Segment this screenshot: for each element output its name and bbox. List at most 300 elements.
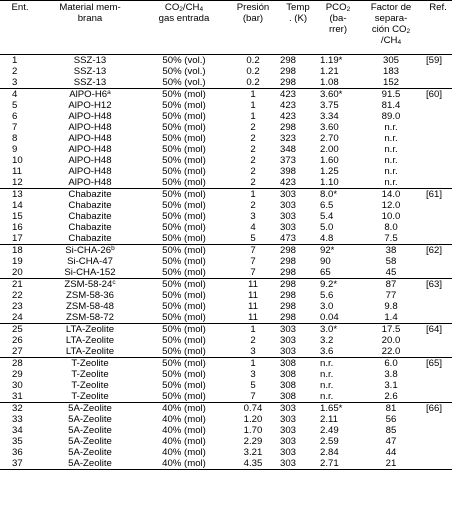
cell-ent-text: 29	[12, 369, 23, 380]
cell-gas-ratio	[140, 391, 228, 403]
cell-temp-text: 423	[280, 177, 297, 188]
cell-ref	[424, 312, 452, 324]
cell-gas-ratio	[140, 301, 228, 312]
cell-temp	[278, 346, 318, 358]
cell-material-text: Chabazite	[68, 211, 112, 222]
cell-presion-text: 2	[250, 166, 256, 177]
cell-ent-text: 15	[12, 211, 23, 222]
cell-gas-ratio	[140, 414, 228, 425]
cell-gas-ratio	[140, 177, 228, 189]
cell-material	[40, 200, 140, 211]
cell-factor-text: 89.0	[381, 111, 401, 122]
cell-ref-text: [60]	[426, 89, 443, 100]
cell-pco2-text: n.r.	[320, 358, 334, 369]
cell-pco2-text: 5.4	[320, 211, 334, 222]
table-row	[0, 211, 452, 222]
cell-presion	[228, 189, 278, 201]
cell-gas-ratio	[140, 222, 228, 233]
cell-presion	[228, 335, 278, 346]
cell-temp-text: 308	[280, 369, 297, 380]
cell-gas-ratio	[140, 155, 228, 166]
cell-temp	[278, 391, 318, 403]
cell-gas-ratio-text: 50% (mol)	[162, 380, 206, 391]
cell-material	[40, 133, 140, 144]
cell-ent	[0, 222, 40, 233]
cell-ent-text: 6	[12, 111, 18, 122]
cell-factor	[358, 166, 424, 177]
cell-temp-text: 303	[280, 222, 297, 233]
cell-material-text: AlPO-H6	[69, 89, 108, 100]
cell-gas-ratio-text: 50% (mol)	[162, 89, 206, 100]
cell-ent	[0, 66, 40, 77]
cell-temp	[278, 200, 318, 211]
cell-presion-text: 2	[250, 200, 256, 211]
cell-material	[40, 369, 140, 380]
cell-ref	[424, 414, 452, 425]
cell-gas-ratio-text: 50% (mol)	[162, 100, 206, 111]
table-row	[0, 77, 452, 89]
cell-pco2-text: 4.8	[320, 233, 334, 244]
cell-pco2	[318, 358, 358, 370]
cell-presion	[228, 425, 278, 436]
cell-ref	[424, 447, 452, 458]
table-row	[0, 358, 452, 370]
cell-material-text: ZSM-58-24	[64, 279, 113, 290]
cell-ref-text: [62]	[426, 245, 443, 256]
table-row	[0, 346, 452, 358]
cell-material-text: AlPO-H48	[68, 133, 112, 144]
cell-gas-ratio	[140, 335, 228, 346]
cell-pco2-text: 3.6	[320, 346, 334, 357]
cell-factor-text: 56	[385, 414, 397, 425]
cell-material-text: ZSM-58-36	[66, 290, 114, 301]
cell-material	[40, 403, 140, 415]
cell-ent	[0, 458, 40, 470]
cell-factor-text: 20.0	[381, 335, 401, 346]
cell-ent-text: 24	[12, 312, 23, 323]
cell-factor-text: n.r.	[384, 144, 398, 155]
cell-ent	[0, 403, 40, 415]
cell-ref	[424, 200, 452, 211]
cell-ent-text: 27	[12, 346, 23, 357]
cell-material-text: Si-CHA-47	[67, 256, 113, 267]
cell-gas-ratio	[140, 380, 228, 391]
cell-gas-ratio	[140, 425, 228, 436]
cell-pco2	[318, 111, 358, 122]
cell-presion-text: 3	[250, 369, 256, 380]
table-row	[0, 414, 452, 425]
cell-pco2	[318, 200, 358, 211]
cell-gas-ratio-text: 50% (mol)	[162, 335, 206, 346]
cell-ent-text: 9	[12, 144, 18, 155]
cell-presion	[228, 324, 278, 336]
cell-temp	[278, 425, 318, 436]
cell-gas-ratio-text: 50% (mol)	[162, 301, 206, 312]
cell-gas-ratio	[140, 200, 228, 211]
cell-factor	[358, 100, 424, 111]
cell-temp-text: 473	[280, 233, 297, 244]
table-row	[0, 301, 452, 312]
cell-presion-text: 1	[250, 89, 256, 100]
cell-temp-text: 423	[280, 89, 297, 100]
cell-factor-text: 305	[382, 55, 399, 66]
cell-factor	[358, 233, 424, 245]
cell-pco2-text: 2.00	[320, 144, 339, 155]
cell-ref	[424, 77, 452, 89]
table-row	[0, 290, 452, 301]
cell-gas-ratio-text: 50% (mol)	[162, 256, 206, 267]
cell-ent-text: 3	[12, 77, 18, 88]
cell-material	[40, 458, 140, 470]
cell-material-text: AlPO-H12	[68, 100, 112, 111]
cell-temp-text: 303	[280, 346, 297, 357]
cell-factor	[358, 111, 424, 122]
cell-presion	[228, 211, 278, 222]
cell-temp-text: 303	[280, 189, 297, 200]
cell-gas-ratio-text: 50% (mol)	[162, 111, 206, 122]
cell-presion	[228, 312, 278, 324]
cell-factor-text: 6.0	[384, 358, 398, 369]
cell-ref	[424, 233, 452, 245]
cell-pco2	[318, 324, 358, 336]
cell-temp-text: 303	[280, 458, 297, 469]
cell-gas-ratio-text: 50% (mol)	[162, 166, 206, 177]
cell-temp-text: 298	[280, 245, 297, 256]
cell-material	[40, 267, 140, 279]
cell-ref	[424, 425, 452, 436]
cell-presion-text: 4	[250, 222, 256, 233]
cell-pco2-text: 5.0	[320, 222, 334, 233]
cell-presion	[228, 403, 278, 415]
table-row	[0, 324, 452, 336]
cell-material-text: 5A-Zeolite	[68, 458, 112, 469]
cell-temp-text: 303	[280, 447, 297, 458]
cell-factor	[358, 335, 424, 346]
cell-temp	[278, 233, 318, 245]
material-footnote-mark: a	[107, 89, 111, 96]
cell-ref	[424, 301, 452, 312]
cell-factor-text: n.r.	[384, 133, 398, 144]
cell-pco2-text: 9.2*	[320, 279, 338, 290]
cell-presion-text: 11	[248, 290, 258, 301]
material-footnote-mark: c	[112, 279, 116, 286]
cell-presion	[228, 458, 278, 470]
cell-material-text: 5A-Zeolite	[68, 425, 112, 436]
cell-temp	[278, 458, 318, 470]
cell-presion-text: 7	[250, 256, 256, 267]
cell-ent-text: 22	[12, 290, 23, 301]
cell-pco2-text: 3.34	[320, 111, 339, 122]
cell-pco2	[318, 55, 358, 67]
cell-gas-ratio-text: 50% (mol)	[162, 211, 206, 222]
cell-factor-text: n.r.	[384, 177, 398, 188]
cell-gas-ratio	[140, 189, 228, 201]
cell-temp-text: 398	[280, 166, 297, 177]
cell-ref	[424, 211, 452, 222]
cell-presion-text: 7	[250, 245, 256, 256]
cell-presion-text: 11	[248, 279, 258, 290]
cell-temp	[278, 177, 318, 189]
cell-ref	[424, 290, 452, 301]
table-row	[0, 391, 452, 403]
cell-pco2	[318, 222, 358, 233]
cell-factor-text: 7.5	[384, 233, 398, 244]
table-row	[0, 89, 452, 101]
cell-ent	[0, 279, 40, 291]
cell-temp	[278, 133, 318, 144]
cell-ent	[0, 414, 40, 425]
cell-temp-text: 323	[280, 133, 297, 144]
cell-gas-ratio-text: 50% (mol)	[162, 267, 206, 278]
cell-ref	[424, 155, 452, 166]
cell-material	[40, 335, 140, 346]
cell-factor	[358, 133, 424, 144]
cell-material	[40, 245, 140, 257]
cell-factor	[358, 177, 424, 189]
cell-pco2-text: 1.65*	[320, 403, 343, 414]
cell-material-text: AlPO-H48	[68, 122, 112, 133]
cell-ent	[0, 100, 40, 111]
cell-gas-ratio-text: 50% (mol)	[162, 133, 206, 144]
cell-gas-ratio	[140, 267, 228, 279]
cell-material-text: Chabazite	[68, 189, 112, 200]
cell-presion	[228, 166, 278, 177]
cell-temp-text: 303	[280, 200, 297, 211]
cell-presion	[228, 290, 278, 301]
cell-material-text: LTA-Zeolite	[65, 335, 115, 346]
cell-ref	[424, 324, 452, 336]
cell-pco2-text: 0.04	[320, 312, 339, 323]
cell-ent	[0, 425, 40, 436]
cell-ref	[424, 279, 452, 291]
cell-pco2	[318, 189, 358, 201]
cell-temp-text: 298	[280, 279, 297, 290]
cell-temp-text: 303	[280, 324, 297, 335]
cell-factor	[358, 55, 424, 67]
cell-factor	[358, 358, 424, 370]
table-row	[0, 200, 452, 211]
cell-factor-text: 12.0	[381, 200, 401, 211]
cell-gas-ratio-text: 50% (mol)	[162, 358, 206, 369]
cell-factor	[358, 144, 424, 155]
cell-temp	[278, 290, 318, 301]
cell-pco2-text: 90	[320, 256, 331, 267]
cell-presion-text: 4.35	[243, 458, 263, 469]
cell-gas-ratio-text: 50% (mol)	[162, 233, 206, 244]
cell-material	[40, 122, 140, 133]
cell-presion	[228, 369, 278, 380]
cell-temp	[278, 222, 318, 233]
cell-pco2	[318, 391, 358, 403]
cell-pco2	[318, 211, 358, 222]
cell-gas-ratio-text: 50% (mol)	[162, 189, 206, 200]
cell-temp-text: 298	[280, 256, 297, 267]
cell-presion	[228, 301, 278, 312]
header-ref: Ref.	[429, 2, 447, 13]
cell-ref	[424, 335, 452, 346]
cell-pco2	[318, 346, 358, 358]
cell-factor	[358, 447, 424, 458]
cell-ent-text: 20	[12, 267, 23, 278]
cell-ent-text: 33	[12, 414, 23, 425]
header-temp: Temp . (K)	[286, 2, 310, 24]
cell-pco2	[318, 77, 358, 89]
cell-ent	[0, 144, 40, 155]
cell-ent	[0, 335, 40, 346]
cell-factor-text: 21	[385, 458, 397, 469]
cell-temp-text: 298	[280, 267, 297, 278]
cell-temp-text: 303	[280, 414, 297, 425]
cell-pco2-text: 6.5	[320, 200, 334, 211]
header-row	[0, 1, 452, 55]
table-row	[0, 122, 452, 133]
header-factor: Factor de separa- ción $CO_2$ $/CH_4$	[370, 2, 412, 46]
cell-pco2	[318, 177, 358, 189]
cell-presion-text: 3	[250, 346, 256, 357]
cell-ent	[0, 55, 40, 67]
cell-temp	[278, 122, 318, 133]
cell-ent	[0, 166, 40, 177]
cell-temp-text: 423	[280, 100, 297, 111]
cell-material-text: T-Zeolite	[71, 358, 109, 369]
cell-ent	[0, 267, 40, 279]
cell-gas-ratio-text: 50% (mol)	[162, 144, 206, 155]
cell-factor	[358, 425, 424, 436]
cell-pco2	[318, 245, 358, 257]
cell-material-text: SSZ-13	[73, 77, 107, 88]
cell-factor-text: 44	[385, 447, 397, 458]
cell-material-text: 5A-Zeolite	[68, 447, 112, 458]
cell-presion-text: 2	[250, 335, 256, 346]
table-row	[0, 267, 452, 279]
cell-temp-text: 298	[280, 77, 297, 88]
cell-ent	[0, 233, 40, 245]
table-row	[0, 458, 452, 470]
table-row	[0, 425, 452, 436]
cell-temp	[278, 380, 318, 391]
cell-ent-text: 23	[12, 301, 23, 312]
header-ent: Ent.	[11, 2, 29, 13]
cell-temp-text: 298	[280, 301, 297, 312]
cell-presion-text: 1	[250, 100, 256, 111]
cell-material	[40, 189, 140, 201]
cell-presion	[228, 66, 278, 77]
cell-factor-text: 152	[382, 77, 399, 88]
cell-presion-text: 3.21	[243, 447, 263, 458]
cell-ref	[424, 267, 452, 279]
cell-pco2-text: 3.2	[320, 335, 334, 346]
cell-temp	[278, 189, 318, 201]
cell-ref	[424, 436, 452, 447]
table-row	[0, 222, 452, 233]
cell-factor	[358, 290, 424, 301]
cell-presion-text: 2	[250, 122, 256, 133]
cell-temp	[278, 436, 318, 447]
cell-ref-text: [59]	[426, 55, 443, 66]
cell-pco2-text: 1.10	[320, 177, 339, 188]
cell-pco2-text: 3.60*	[320, 89, 343, 100]
cell-pco2	[318, 335, 358, 346]
cell-ent	[0, 133, 40, 144]
cell-ref	[424, 458, 452, 470]
cell-temp-text: 308	[280, 380, 297, 391]
table-row	[0, 335, 452, 346]
cell-temp	[278, 245, 318, 257]
cell-ent	[0, 358, 40, 370]
cell-factor	[358, 391, 424, 403]
cell-presion-text: 0.2	[246, 77, 260, 88]
cell-presion	[228, 222, 278, 233]
cell-gas-ratio	[140, 458, 228, 470]
cell-ref	[424, 122, 452, 133]
cell-pco2-text: 2.84	[320, 447, 339, 458]
cell-material-text: T-Zeolite	[71, 380, 109, 391]
table-row	[0, 233, 452, 245]
cell-temp	[278, 369, 318, 380]
cell-presion-text: 7	[250, 267, 256, 278]
cell-presion	[228, 144, 278, 155]
table-row	[0, 66, 452, 77]
cell-gas-ratio-text: 50% (mol)	[162, 222, 206, 233]
cell-temp	[278, 89, 318, 101]
cell-temp	[278, 403, 318, 415]
cell-ent	[0, 324, 40, 336]
cell-gas-ratio	[140, 279, 228, 291]
cell-material-text: SSZ-13	[73, 66, 107, 77]
cell-material	[40, 425, 140, 436]
cell-gas-ratio-text: 50% (mol)	[162, 279, 206, 290]
cell-pco2-text: 3.0*	[320, 324, 338, 335]
cell-pco2-text: 3.75	[320, 100, 339, 111]
cell-factor-text: 2.6	[384, 391, 398, 402]
cell-ent	[0, 177, 40, 189]
cell-factor	[358, 256, 424, 267]
cell-gas-ratio	[140, 346, 228, 358]
cell-pco2	[318, 89, 358, 101]
cell-factor-text: 47	[385, 436, 397, 447]
cell-factor-text: 87	[385, 279, 397, 290]
cell-pco2	[318, 279, 358, 291]
cell-ent	[0, 211, 40, 222]
cell-ent	[0, 290, 40, 301]
cell-presion	[228, 267, 278, 279]
cell-gas-ratio	[140, 122, 228, 133]
cell-presion-text: 11	[248, 312, 258, 323]
cell-presion	[228, 200, 278, 211]
cell-pco2	[318, 166, 358, 177]
cell-factor-text: 38	[385, 245, 397, 256]
cell-material	[40, 312, 140, 324]
table-row	[0, 189, 452, 201]
cell-material	[40, 89, 140, 101]
cell-material	[40, 380, 140, 391]
cell-material-text: AlPO-H48	[68, 166, 112, 177]
cell-presion	[228, 414, 278, 425]
cell-ref	[424, 177, 452, 189]
cell-gas-ratio-text: 50% (mol)	[162, 155, 206, 166]
cell-presion-text: 2	[250, 144, 256, 155]
cell-temp-text: 298	[280, 55, 297, 66]
cell-ref	[424, 391, 452, 403]
cell-pco2-text: 92*	[320, 245, 335, 256]
cell-factor	[358, 346, 424, 358]
cell-pco2-text: 2.70	[320, 133, 339, 144]
cell-presion	[228, 100, 278, 111]
cell-material-text: AlPO-H48	[68, 177, 112, 188]
cell-ent-text: 31	[12, 391, 23, 402]
cell-gas-ratio	[140, 66, 228, 77]
cell-temp	[278, 66, 318, 77]
